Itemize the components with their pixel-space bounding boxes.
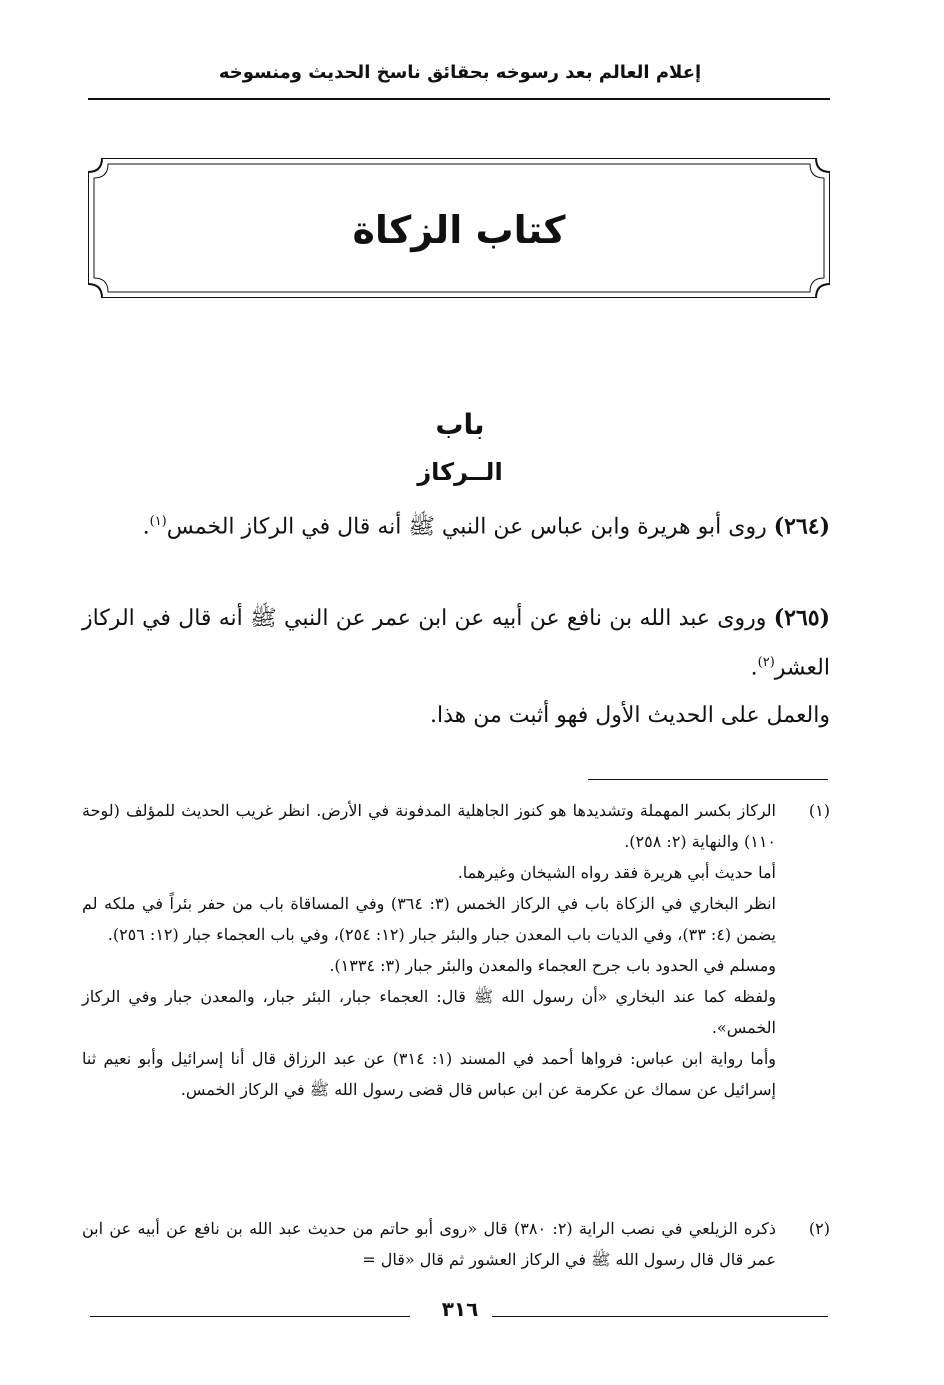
footnote-ref[interactable]: (١) bbox=[149, 514, 167, 529]
page-number: ٣١٦ bbox=[441, 1297, 479, 1321]
footnote-mark: (١) bbox=[808, 801, 830, 820]
header-rule bbox=[88, 98, 830, 100]
footnote-paragraph: ذكره الزيلعي في نصب الراية (٢: ٣٨٠) قال «روى أبو حاتم من حديث عبد الله بن نافع عن أبيه عن ابن عمر قال قال رسول الله ﷺ في الركاز العشور ثم قال «قال = bbox=[82, 1219, 776, 1269]
footnote-paragraph: الركاز بكسر المهملة وتشديدها هو كنوز الجاهلية المدفونة في الأرض. انظر غريب الحديث للمؤلف (لوحة ١١٠) والنهاية (٢: ٢٥٨). bbox=[82, 801, 776, 851]
footnote-paragraph: وأما رواية ابن عباس: فرواها أحمد في المسند (١: ٣١٤) عن عبد الرزاق قال أنا إسرائيل وأبو نعيم ثنا إسرائيل عن سماك عن عكرمة عن ابن عباس قال قضى رسول الله ﷺ في الركاز الخمس. bbox=[82, 1049, 777, 1099]
footnote-ref[interactable]: (٢) bbox=[757, 655, 775, 670]
footnote-paragraph: أما حديث أبي هريرة فقد رواه الشيخان وغيرهما. bbox=[457, 863, 776, 882]
footnote-mark: (٢) bbox=[808, 1219, 830, 1238]
hadith-265 bbox=[82, 596, 830, 690]
footnote-body bbox=[82, 1213, 776, 1275]
chapter-label: باب bbox=[435, 408, 485, 441]
hadith-number: (٢٦٤) bbox=[773, 513, 830, 540]
page-number-rule-right bbox=[492, 1316, 828, 1317]
hadith-end: . bbox=[750, 655, 758, 681]
footnote-separator bbox=[588, 779, 828, 780]
footnote-paragraph: انظر البخاري في الزكاة باب في الركاز الخمس (٣: ٣٦٤) وفي المساقاة باب من حفر بئراً في ملكه لم يضمن (٤: ٣٣)، وفي الديات باب المعدن جبار والبئر جبار (١٢: ٢٥٤)، وفي باب العجماء جبار (١٢: ٢٥٦). bbox=[82, 894, 776, 944]
footnote-body bbox=[82, 795, 776, 1105]
author-remark: والعمل على الحديث الأول فهو أثبت من هذا. bbox=[430, 703, 830, 728]
book-title: كتاب الزكاة bbox=[352, 208, 566, 252]
hadith-text: روى أبو هريرة وابن عباس عن النبي ﷺ أنه قال في الركاز الخمس bbox=[166, 514, 774, 540]
footnote-paragraph: ولفظه كما عند البخاري «أن رسول الله ﷺ قال: العجماء جبار، البئر جبار، والمعدن جبار وفي الركاز الخمس». bbox=[82, 987, 776, 1037]
hadith-end: . bbox=[142, 514, 150, 540]
hadith-number: (٢٦٥) bbox=[773, 605, 830, 631]
footnote-paragraph: ومسلم في الحدود باب جرح العجماء والمعدن والبئر جبار (٣: ١٣٣٤). bbox=[329, 956, 776, 975]
running-header: إعلام العالم بعد رسوخه بحقائق ناسخ الحديث ومنسوخه bbox=[218, 62, 702, 83]
chapter-title: الــركاز bbox=[417, 458, 503, 486]
hadith-264 bbox=[82, 500, 830, 549]
hadith-text: وروى عبد الله بن نافع عن أبيه عن ابن عمر عن النبي ﷺ أنه قال في الركاز العشر bbox=[82, 606, 830, 681]
